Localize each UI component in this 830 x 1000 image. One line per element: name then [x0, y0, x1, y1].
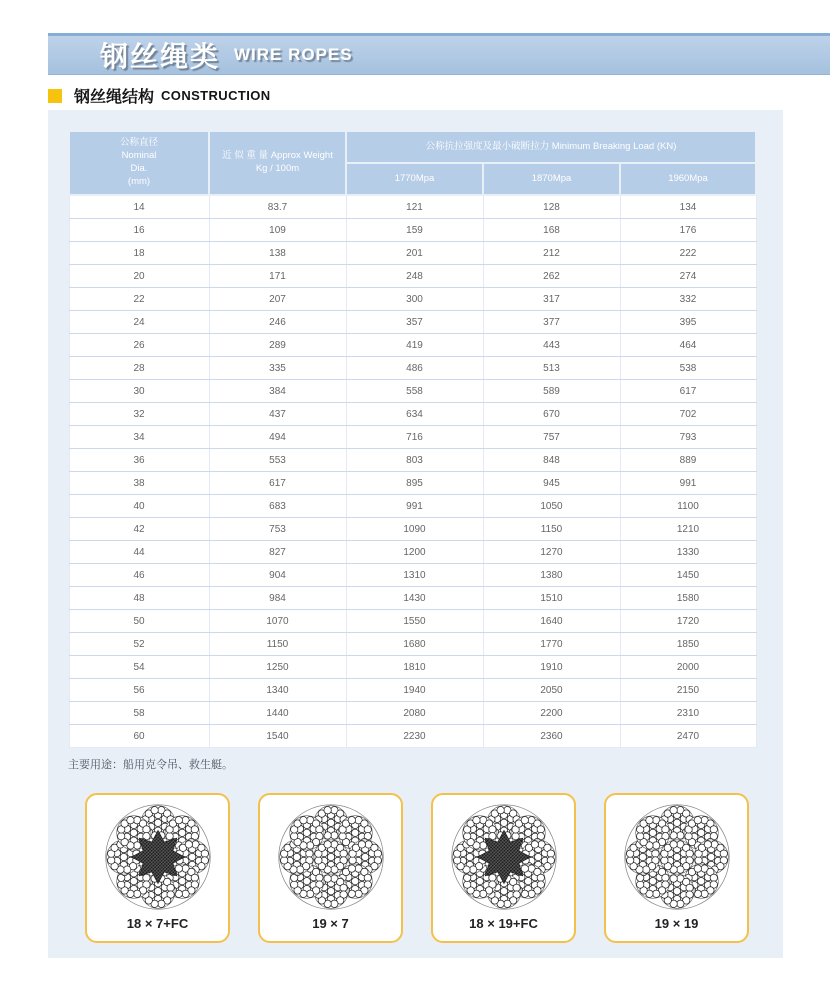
table-cell: 46	[69, 564, 209, 587]
table-cell: 1330	[620, 541, 756, 564]
table-cell: 702	[620, 403, 756, 426]
table-cell: 2200	[483, 702, 620, 725]
table-cell: 848	[483, 449, 620, 472]
header-grade-1770: 1770Mpa	[346, 163, 483, 195]
table-cell: 984	[209, 587, 346, 610]
section-title-chinese: 钢丝绳结构	[74, 89, 155, 106]
header-text: 近 似 重 量 Approx Weight	[222, 150, 333, 162]
table-cell: 486	[346, 357, 483, 380]
table-cell: 54	[69, 656, 209, 679]
table-row	[69, 265, 756, 288]
table-cell: 50	[69, 610, 209, 633]
table-row	[69, 195, 756, 219]
table-cell: 26	[69, 334, 209, 357]
table-cell: 1210	[620, 518, 756, 541]
table-cell: 1810	[346, 656, 483, 679]
table-cell: 128	[483, 195, 620, 219]
table-row	[69, 656, 756, 679]
table-cell: 384	[209, 380, 346, 403]
table-row	[69, 242, 756, 265]
table-cell: 589	[483, 380, 620, 403]
wire-rope-cross-section	[620, 800, 734, 914]
table-cell: 171	[209, 265, 346, 288]
table-cell: 683	[209, 495, 346, 518]
table-cell: 168	[483, 219, 620, 242]
table-cell: 889	[620, 449, 756, 472]
table-cell: 1430	[346, 587, 483, 610]
table-cell: 558	[346, 380, 483, 403]
table-cell: 2000	[620, 656, 756, 679]
spec-table	[68, 130, 757, 748]
header-breaking-load	[346, 131, 756, 163]
table-cell: 991	[346, 495, 483, 518]
table-cell: 1340	[209, 679, 346, 702]
table-cell: 60	[69, 725, 209, 748]
table-row	[69, 702, 756, 725]
table-cell: 1680	[346, 633, 483, 656]
table-cell: 1310	[346, 564, 483, 587]
table-cell: 44	[69, 541, 209, 564]
table-cell: 793	[620, 426, 756, 449]
table-cell: 246	[209, 311, 346, 334]
table-cell: 83.7	[209, 195, 346, 219]
table-cell: 2470	[620, 725, 756, 748]
table-cell: 58	[69, 702, 209, 725]
table-cell: 1070	[209, 610, 346, 633]
table-row	[69, 403, 756, 426]
construction-diagrams	[85, 793, 749, 943]
table-cell: 34	[69, 426, 209, 449]
wire-rope-cross-section	[447, 800, 561, 914]
header-text: 公称直径	[119, 137, 158, 149]
table-cell: 20	[69, 265, 209, 288]
table-cell: 262	[483, 265, 620, 288]
table-cell: 464	[620, 334, 756, 357]
spec-table-body	[69, 195, 756, 748]
table-cell: 443	[483, 334, 620, 357]
table-cell: 222	[620, 242, 756, 265]
table-cell: 38	[69, 472, 209, 495]
table-cell: 1640	[483, 610, 620, 633]
spec-table-header	[69, 131, 756, 195]
table-cell: 335	[209, 357, 346, 380]
table-cell: 991	[620, 472, 756, 495]
construction-diagram-card	[604, 793, 749, 943]
construction-label: 19 × 19	[654, 916, 699, 931]
table-cell: 716	[346, 426, 483, 449]
table-cell: 300	[346, 288, 483, 311]
header-approx-weight	[209, 131, 346, 195]
content-panel	[48, 110, 783, 958]
table-cell: 1910	[483, 656, 620, 679]
page-title-english: WIRE ROPES	[234, 45, 353, 64]
table-row	[69, 449, 756, 472]
table-row	[69, 564, 756, 587]
table-cell: 494	[209, 426, 346, 449]
header-grade-1960: 1960Mpa	[620, 163, 756, 195]
table-cell: 753	[209, 518, 346, 541]
table-cell: 1380	[483, 564, 620, 587]
table-cell: 945	[483, 472, 620, 495]
table-cell: 28	[69, 357, 209, 380]
table-row	[69, 679, 756, 702]
table-cell: 670	[483, 403, 620, 426]
page-title-chinese: 钢丝绳类	[100, 41, 221, 72]
table-row	[69, 472, 756, 495]
table-cell: 207	[209, 288, 346, 311]
table-cell: 1200	[346, 541, 483, 564]
table-cell: 52	[69, 633, 209, 656]
table-row	[69, 311, 756, 334]
table-cell: 18	[69, 242, 209, 265]
header-text: Nominal	[121, 150, 157, 162]
table-cell: 895	[346, 472, 483, 495]
construction-diagram-card	[258, 793, 403, 943]
table-cell: 42	[69, 518, 209, 541]
table-row	[69, 495, 756, 518]
table-cell: 1580	[620, 587, 756, 610]
table-cell: 1250	[209, 656, 346, 679]
table-cell: 538	[620, 357, 756, 380]
table-cell: 377	[483, 311, 620, 334]
table-cell: 634	[346, 403, 483, 426]
usage-note: 主要用途：船用克令吊、救生艇。	[68, 759, 233, 771]
table-cell: 2050	[483, 679, 620, 702]
section-header	[48, 84, 271, 107]
table-cell: 1550	[346, 610, 483, 633]
table-cell: 1940	[346, 679, 483, 702]
table-cell: 437	[209, 403, 346, 426]
table-cell: 274	[620, 265, 756, 288]
table-cell: 2150	[620, 679, 756, 702]
table-cell: 138	[209, 242, 346, 265]
table-row	[69, 357, 756, 380]
table-cell: 332	[620, 288, 756, 311]
table-cell: 1100	[620, 495, 756, 518]
table-cell: 24	[69, 311, 209, 334]
table-cell: 553	[209, 449, 346, 472]
table-cell: 1090	[346, 518, 483, 541]
table-cell: 357	[346, 311, 483, 334]
table-cell: 289	[209, 334, 346, 357]
table-cell: 36	[69, 449, 209, 472]
table-cell: 121	[346, 195, 483, 219]
table-cell: 395	[620, 311, 756, 334]
table-cell: 134	[620, 195, 756, 219]
construction-label: 18 × 19+FC	[469, 916, 538, 931]
table-cell: 1720	[620, 610, 756, 633]
table-cell: 248	[346, 265, 483, 288]
table-cell: 757	[483, 426, 620, 449]
table-cell: 1050	[483, 495, 620, 518]
header-grade-1870: 1870Mpa	[483, 163, 620, 195]
header-text: 公称抗拉强度及最小破断拉力	[425, 140, 550, 152]
page-header	[48, 33, 830, 75]
table-row	[69, 633, 756, 656]
table-cell: 1510	[483, 587, 620, 610]
table-cell: 617	[209, 472, 346, 495]
construction-label: 18 × 7+FC	[126, 916, 189, 931]
table-cell: 201	[346, 242, 483, 265]
header-text: Kg / 100m	[255, 163, 300, 174]
table-cell: 2310	[620, 702, 756, 725]
table-cell: 176	[620, 219, 756, 242]
table-cell: 2360	[483, 725, 620, 748]
table-cell: 419	[346, 334, 483, 357]
table-row	[69, 426, 756, 449]
table-row	[69, 288, 756, 311]
header-text: Minimum Breaking Load (KN)	[551, 140, 677, 152]
table-cell: 1440	[209, 702, 346, 725]
table-cell: 1270	[483, 541, 620, 564]
wire-rope-cross-section	[274, 800, 388, 914]
table-cell: 159	[346, 219, 483, 242]
yellow-bullet-icon	[48, 89, 62, 103]
table-cell: 1540	[209, 725, 346, 748]
table-cell: 1770	[483, 633, 620, 656]
table-row	[69, 725, 756, 748]
table-cell: 617	[620, 380, 756, 403]
table-cell: 1150	[483, 518, 620, 541]
table-cell: 904	[209, 564, 346, 587]
table-cell: 30	[69, 380, 209, 403]
construction-diagram-card	[85, 793, 230, 943]
table-row	[69, 219, 756, 242]
table-row	[69, 518, 756, 541]
table-cell: 32	[69, 403, 209, 426]
table-row	[69, 380, 756, 403]
table-cell: 212	[483, 242, 620, 265]
table-cell: 16	[69, 219, 209, 242]
header-text: (mm)	[127, 175, 151, 187]
table-cell: 56	[69, 679, 209, 702]
table-cell: 109	[209, 219, 346, 242]
table-row	[69, 610, 756, 633]
table-cell: 22	[69, 288, 209, 311]
table-row	[69, 334, 756, 357]
section-title-english: CONSTRUCTION	[161, 88, 271, 103]
table-cell: 40	[69, 495, 209, 518]
table-cell: 317	[483, 288, 620, 311]
table-row	[69, 541, 756, 564]
table-cell: 803	[346, 449, 483, 472]
table-cell: 513	[483, 357, 620, 380]
table-cell: 1850	[620, 633, 756, 656]
table-row	[69, 587, 756, 610]
table-cell: 48	[69, 587, 209, 610]
table-cell: 1150	[209, 633, 346, 656]
table-cell: 14	[69, 195, 209, 219]
construction-diagram-card	[431, 793, 576, 943]
header-text: Dia.	[130, 163, 148, 174]
table-cell: 2080	[346, 702, 483, 725]
header-nominal-dia	[69, 131, 209, 195]
table-cell: 2230	[346, 725, 483, 748]
construction-label: 19 × 7	[312, 916, 349, 931]
table-cell: 1450	[620, 564, 756, 587]
wire-rope-cross-section	[101, 800, 215, 914]
table-cell: 827	[209, 541, 346, 564]
